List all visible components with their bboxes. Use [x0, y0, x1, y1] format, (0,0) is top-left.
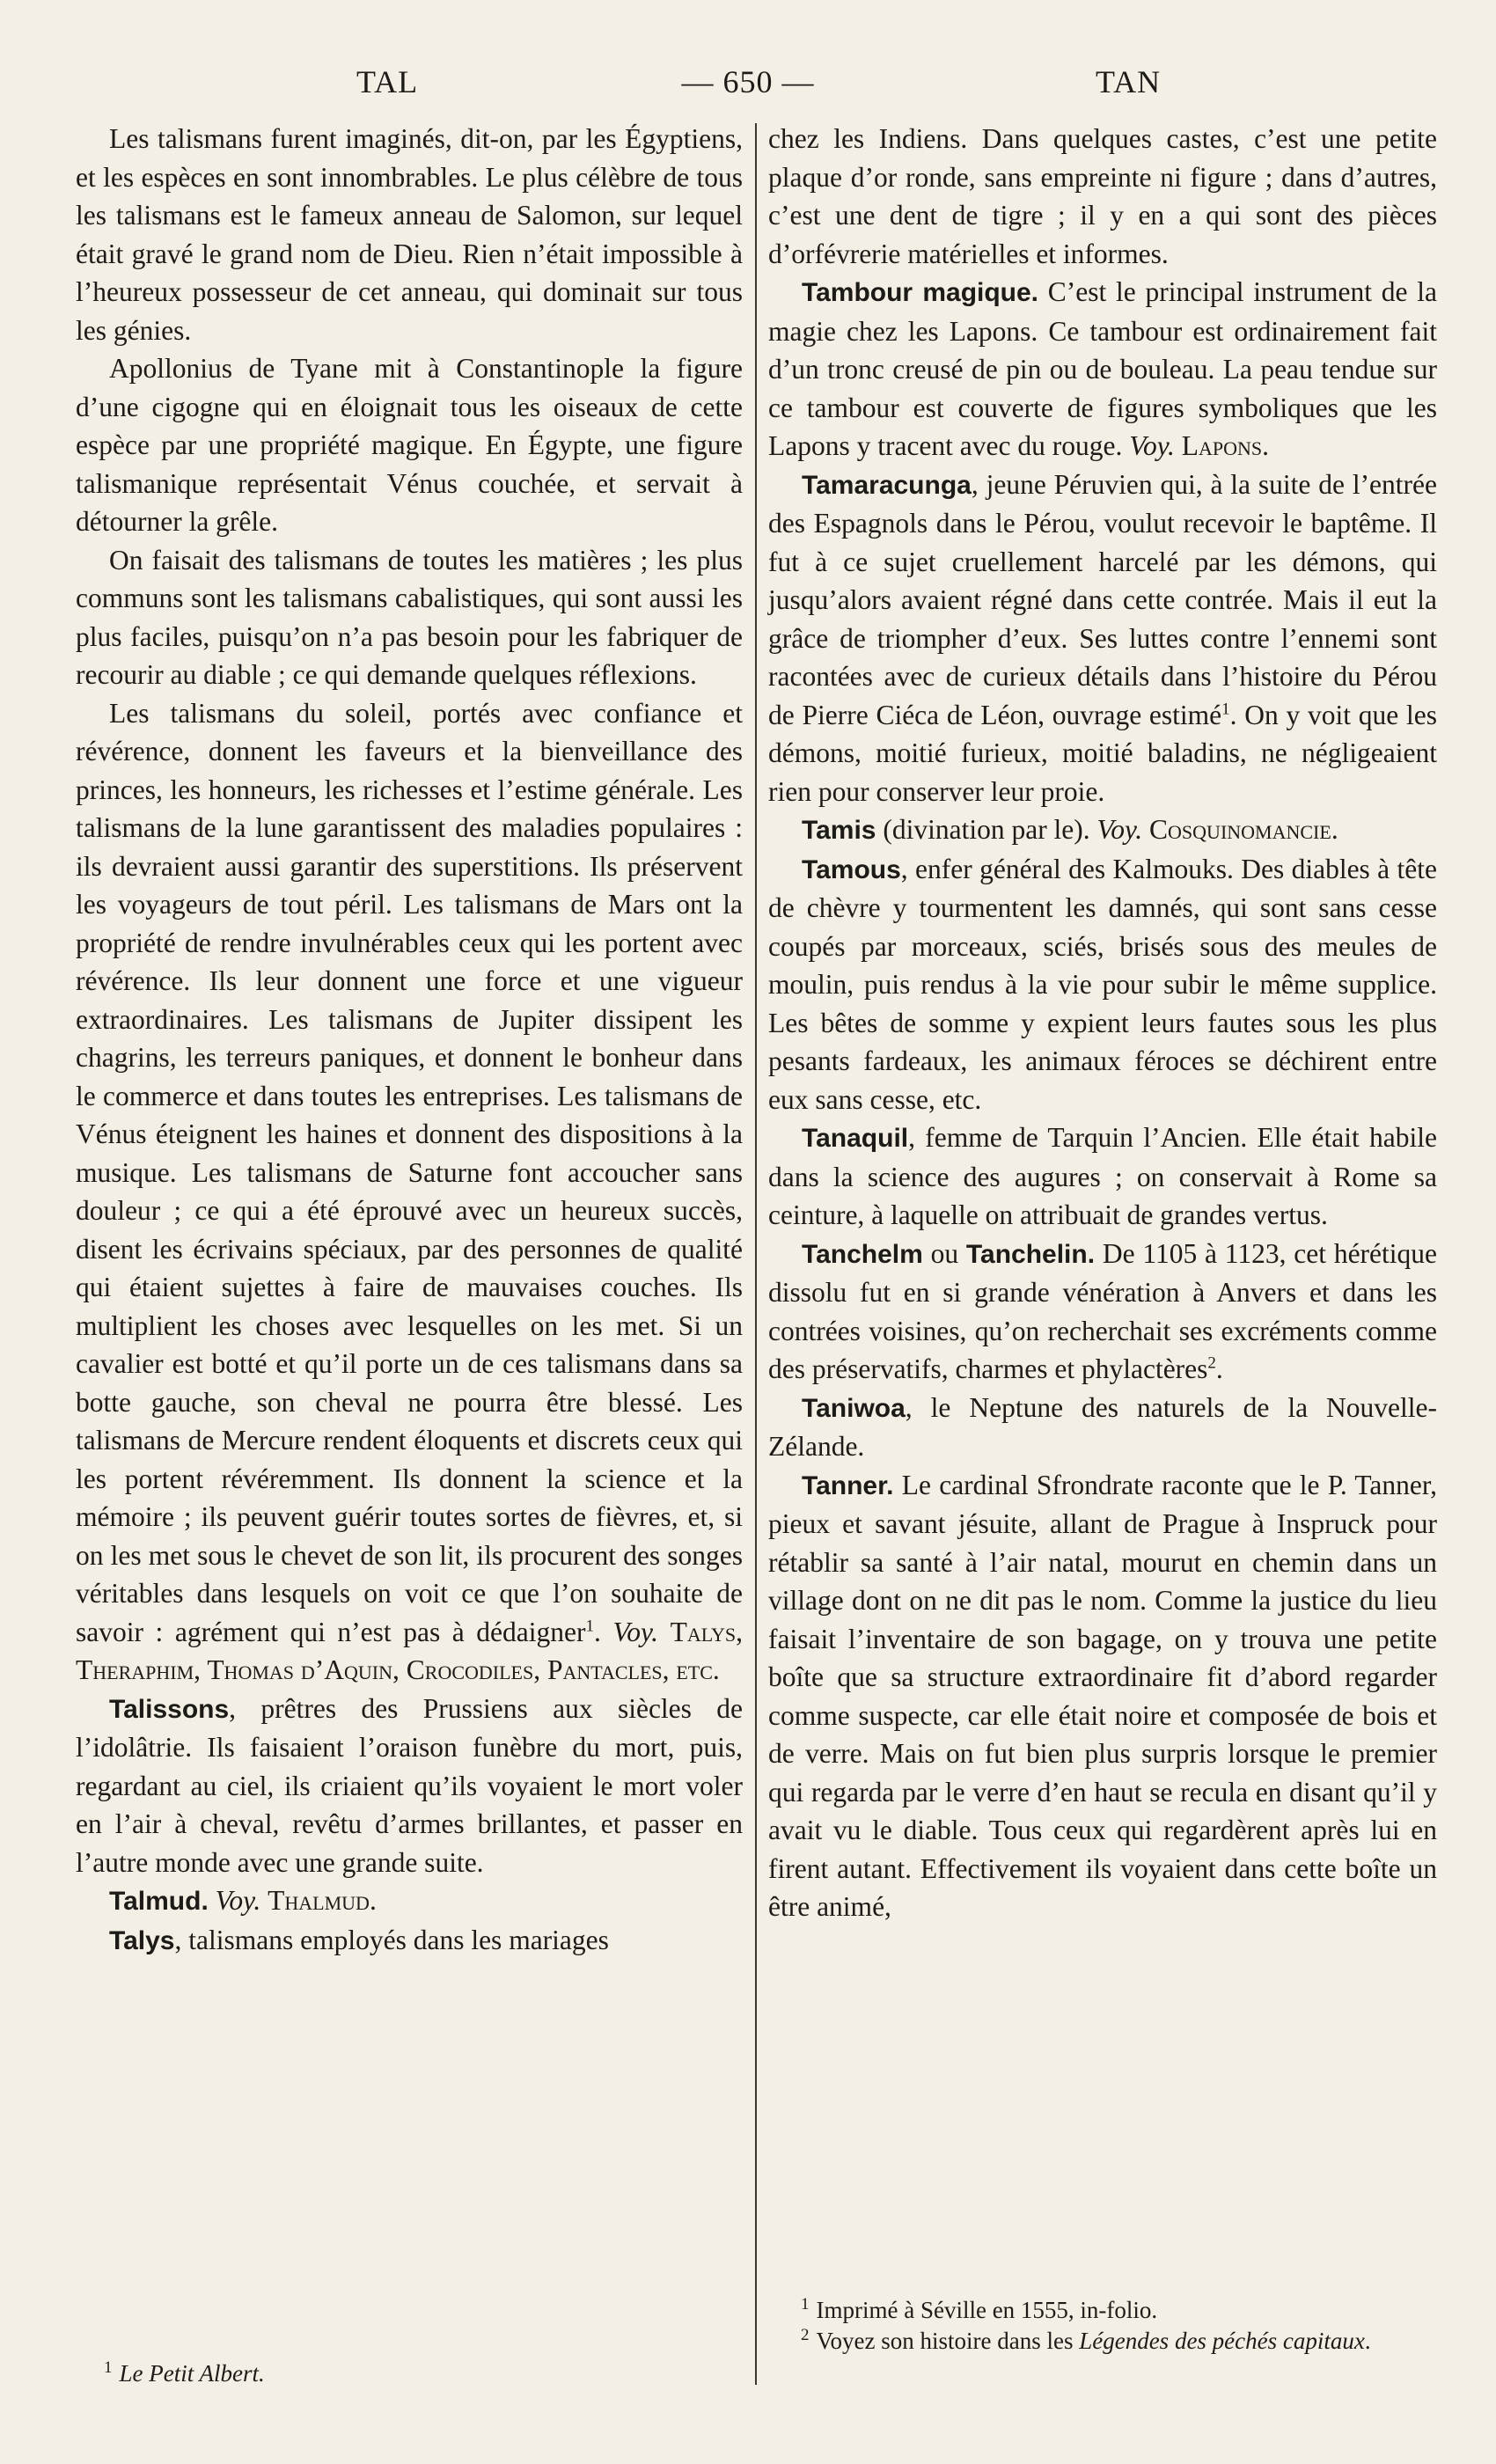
- see-also-label: Voy.: [1096, 814, 1143, 845]
- entry-headword-variant: Tanchelin.: [965, 1239, 1096, 1269]
- entry-text: . On y voit que les démons, moitié furieux, moitié baladins, ne négligeaient rien pour conserver leur proie.: [768, 699, 1437, 807]
- paragraph-continuation: chez les Indiens. Dans quelques castes, c’est une petite plaque d’or ronde, sans empreinte ni figure ; dans d’autres, c’est une dent de tigre ; il y en a qui sont des pièces d’orfévrerie matérielles et informes.: [768, 123, 1437, 269]
- running-head: [0, 63, 1496, 107]
- dictionary-entry: [76, 1921, 743, 1961]
- entry-text: Le cardinal Sfrondrate raconte que le P. Tanner, pieux et savant jésuite, allant de Prague à Inspruck pour rétablir sa santé à l’air natal, mourut en chemin dans un village dont on ne dit pas le nom. Comme la justice du lieu faisait l’inventaire de son bagage, on y trouva une petite boîte que sa structure extraordinaire fit d’abord regarder comme suspecte, car elle était noire et composée de bois et de verre. Mais on fut bien plus surpris lorsque le premier qui regarda par le verre d’en haut se recula en disant qu’il y avait vu le diable. Tous ceux qui regardèrent après lui en firent autant. Effectivement ils voyaient dans cette boîte un être animé,: [768, 1469, 1437, 1922]
- entry-text: , femme de Tarquin l’Ancien. Elle était habile dans la science des augures ; on conservait à Rome sa ceinture, à laquelle on attribuait de grandes vertus.: [768, 1122, 1437, 1230]
- paragraph: Apollonius de Tyane mit à Constantinople la figure d’une cigogne qui en éloignait tous les oiseaux de cette espèce par une propriété magique. En Égypte, une figure talismanique représentait Vénus couchée, et servait à détourner la grêle.: [76, 353, 743, 537]
- dictionary-entry: [768, 1466, 1437, 1926]
- footnote-end: .: [1364, 2328, 1371, 2354]
- left-column: [76, 120, 743, 1960]
- dictionary-entry: [768, 810, 1437, 850]
- footnote: [774, 2326, 1443, 2357]
- footnote-ref: 1: [1221, 700, 1230, 718]
- entry-text: , prêtres des Prussiens aux siècles de l’idolâtrie. Ils faisaient l’oraison funèbre du mort, puis, regardant au ciel, ils criaient qu’ils voyaient le mort voler en l’air à cheval, revêtu d’armes brillantes, et passer en l’autre monde avec une grande suite.: [76, 1692, 743, 1878]
- entry-headword: Tanchelm: [802, 1239, 923, 1269]
- entry-headword: Tamous: [802, 854, 901, 884]
- see-also-label: Voy.: [215, 1885, 261, 1916]
- dictionary-entry: [768, 1235, 1437, 1389]
- right-column: [768, 120, 1437, 1926]
- footnote-text: Imprimé à Séville en 1555, in-folio.: [816, 2297, 1158, 2323]
- footnote-ref: 1: [585, 1617, 594, 1635]
- footnotes-left: [104, 2358, 720, 2388]
- dictionary-entry: [768, 850, 1437, 1119]
- entry-headword: Talys: [109, 1925, 175, 1955]
- cross-reference: Cosquinomancie.: [1149, 814, 1338, 845]
- entry-text: De 1105 à 1123, cet hérétique dissolu fut en si grande vénération à Anvers et dans les contrées voisines, qu’on recherchait ses excréments comme des préservatifs, charmes et phylactères: [768, 1237, 1438, 1384]
- cross-reference: Lapons.: [1181, 430, 1269, 461]
- entry-text: , talismans employés dans les mariages: [174, 1924, 609, 1955]
- footnote-number: 1: [801, 2295, 810, 2314]
- footnote-number: 2: [801, 2326, 810, 2344]
- dictionary-entry: [768, 1389, 1437, 1466]
- entry-text: (divination par le).: [876, 814, 1090, 845]
- column-divider: [755, 123, 757, 2385]
- running-head-right: TAN: [1096, 64, 1162, 99]
- entry-headword: Talmud.: [109, 1887, 209, 1916]
- entry-headword: Talissons: [109, 1694, 230, 1724]
- entry-headword: Tanaquil: [802, 1124, 909, 1153]
- entry-text: , le Neptune des naturels de la Nouvelle-Zélande.: [768, 1391, 1437, 1462]
- entry-text: , enfer général des Kalmouks. Des diables à tête de chèvre y tourmentent les damnés, qui sont sans cesse coupés par morceaux, sciés, brisés sous des meules de moulin, puis rendus à la vie pour subir le même supplice. Les bêtes de somme y expient leurs fautes sous les plus pesants fardeaux, les animaux féroces se déchirent entre eux sans cesse, etc.: [768, 853, 1437, 1115]
- entry-headword: Tanner.: [802, 1470, 894, 1500]
- entry-headword: Tamis: [802, 816, 876, 845]
- entry-connector: ou: [922, 1237, 966, 1269]
- entry-headword: Tamaracunga: [802, 470, 972, 500]
- footnote-ref: 2: [1207, 1353, 1216, 1373]
- running-head-left: TAL: [356, 64, 419, 99]
- dictionary-entry: [76, 1690, 743, 1882]
- paragraph: On faisait des talismans de toutes les matières ; les plus communs sont les talismans cabalistiques, qui sont aussi les plus faciles, puisqu’on n’a pas besoin pour les fabriquer de recourir au diable ; ce qui demande quelques réflexions.: [76, 544, 743, 690]
- cross-references: Talys, Theraphim, Thomas d’Aquin, Crocodiles, Pantacles, etc.: [76, 1616, 743, 1685]
- see-also-label: Voy.: [612, 1616, 659, 1647]
- entry-text: , jeune Péruvien qui, à la suite de l’entrée des Espagnols dans le Pérou, voulut recevoir le baptême. Il fut à ce sujet cruellement harcelé par les démons, qui jusqu’alors avaient régné dans cette contrée. Mais il eut la grâce de triompher d’eux. Ses luttes contre l’ennemi sont racontées avec de curieux détails dans l’histoire du Pérou de Pierre Ciéca de Léon, ouvrage estimé: [768, 468, 1437, 730]
- paragraph: Les talismans du soleil, portés avec confiance et révérence, donnent les faveurs et la bienveillance des princes, les honneurs, les richesses et l’estime générale. Les talismans de la lune garantissent des maladies populaires : ils devraient aussi garantir des superstitions. Ils préservent les voyageurs de tout péril. Les talismans de Mars ont la propriété de rendre invulnérables ceux qui les portent avec révérence. Ils leur donnent une force et une vigueur extraordinaires. Les talismans de Jupiter dissipent les chagrins, les terreurs paniques, et donnent le bonheur dans le commerce et dans toutes les entreprises. Les talismans de Vénus éteignent les haines et donnent des dispositions à la musique. Les talismans de Saturne font accoucher sans douleur ; ce qui a été éprouvé avec un heureux succès, disent les écrivains spéciaux, par des personnes de qualité qui étaient sujettes à faire de mauvaises couches. Ils multiplient les choses avec lesquelles on les met. Si un cavalier est botté et qu’il porte un de ces talismans dans sa botte gauche, son cheval ne pourra être blessé. Les talismans de Mercure rendent éloquents et discrets ceux qui les portent révéremment. Ils donnent la science et la mémoire ; ils peuvent guérir toutes sortes de fièvres, et, si on les met sous le chevet de son lit, ils procurent des songes véritables dans lesquels on voit ce que l’on souhaite de savoir : agrément qui n’est pas à dédaigner$^1$. Voy. Talys, Theraphim, Thomas d’Aquin, Crocodiles, Pantacles, etc.: [76, 697, 743, 1685]
- entry-headword: Taniwoa: [802, 1393, 906, 1423]
- dictionary-entry: [768, 1118, 1437, 1235]
- paragraph-text: Les talismans du soleil, portés avec confiance et révérence, donnent les faveurs et la bienveillance des princes, les honneurs, les richesses et l’estime générale. Les talismans de la lune garantissent des maladies populaires : ils devraient aussi garantir des superstitions. Ils préservent les voyageurs de tout péril. Les talismans de Mars ont la propriété de rendre invulnérables ceux qui les portent avec révérence. Ils leur donnent une force et une vigueur extraordinaires. Les talismans de Jupiter dissipent les chagrins, les terreurs paniques, et donnent le bonheur dans le commerce et dans toutes les entreprises. Les talismans de Vénus éteignent les haines et donnent des dispositions à la musique. Les talismans de Saturne font accoucher sans douleur ; ce qui a été éprouvé avec un heureux succès, disent les écrivains spéciaux, par des personnes de qualité qui étaient sujettes à faire de mauvaises couches. Ils multiplient les choses avec lesquelles on les met. Si un cavalier est botté et qu’il porte un de ces talismans dans sa botte gauche, son cheval ne pourra être blessé. Les talismans de Mercure rendent éloquents et discrets ceux qui les portent révéremment. Ils donnent la science et la mémoire ; ils peuvent guérir toutes sortes de fièvres, et, si on les met sous le chevet de son lit, ils procurent des songes véritables dans lesquels on voit ce que l’on souhaite de savoir : agrément qui n’est pas à dédaigner: [76, 697, 743, 1647]
- see-also-label: Voy.: [1129, 430, 1175, 461]
- footnote-number: 1: [104, 2358, 113, 2377]
- footnotes-right: [774, 2295, 1443, 2357]
- footnote-text: Voyez son histoire dans les: [816, 2328, 1080, 2354]
- cross-reference: Thalmud.: [268, 1885, 377, 1916]
- page-number: — 650 —: [681, 64, 815, 99]
- footnote-text: Le Petit Albert.: [119, 2360, 265, 2387]
- dictionary-entry: [768, 466, 1437, 811]
- footnote-book-title: Légendes des péchés capitaux: [1079, 2328, 1365, 2354]
- dictionary-entry: [76, 1881, 743, 1921]
- entry-headword: Tambour magique.: [802, 278, 1039, 307]
- entry-text-end: .: [1215, 1353, 1223, 1384]
- entry-text: C’est le principal instrument de la magie chez les Lapons. Ce tambour est ordinairement fait d’un tronc creusé de pin ou de bouleau. La peau tendue sur ce tambour est couverte de figures symboliques que les Lapons y tracent avec du rouge.: [768, 276, 1437, 461]
- footnote: [774, 2295, 1443, 2326]
- paragraph: Les talismans furent imaginés, dit-on, par les Égyptiens, et les espèces en sont innombrables. Le plus célèbre de tous les talismans est le fameux anneau de Salomon, sur lequel était gravé le grand nom de Dieu. Rien n’était impossible à l’heureux possesseur de cet anneau, qui dominait sur tous les génies.: [76, 123, 743, 346]
- dictionary-entry: [768, 273, 1437, 466]
